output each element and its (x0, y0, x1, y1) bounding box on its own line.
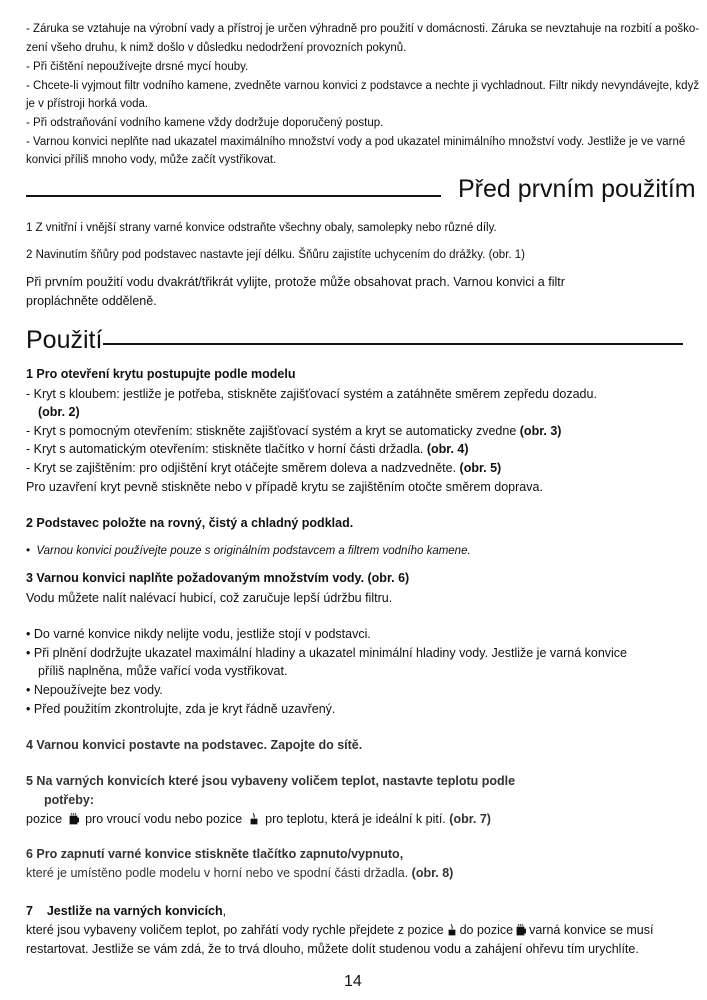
page-number: 14 (344, 973, 362, 990)
bullet-icon: • (26, 702, 31, 716)
bullet-text: Nepoužívejte bez vody. (33, 683, 163, 697)
step-number: 7 (26, 904, 33, 918)
figure-ref: (obr. 7) (449, 812, 491, 826)
step-title: 5 Na varných konvicích které jsou vybaveny voličem teplot, nastavte teplotu podle (26, 774, 516, 788)
warning-line: zení všeho druhu, k nimž došlo v důsledku nedodržení provozních pokynů. (26, 42, 407, 54)
step-text: - Kryt se zajištěním: pro odjištění kryt otáčejte směrem doleva a nadzvedněte. (26, 461, 457, 475)
bullet-item (26, 683, 163, 697)
step-line (26, 442, 469, 456)
section-title: Před prvním použitím (458, 175, 696, 203)
step-text: - Kryt s pomocným otevřením: stiskněte zajišťovací systém a kryt se automaticky zvedne (26, 424, 517, 438)
warning-line: - Varnou konvici neplňte nad ukazatel maximálního množství vody a pod ukazatel minimálního množství vody. Jestliže je ve varné (26, 136, 686, 148)
bullet-icon: • (26, 683, 31, 697)
step-text: varná konvice se musí (529, 923, 654, 937)
step-line: - Kryt s kloubem: jestliže je potřeba, stiskněte zajišťovací systém a zatáhněte směrem zepředu dozadu. (26, 387, 597, 401)
drink-position-icon (447, 924, 457, 936)
section-title: Použití (26, 326, 103, 354)
step-text: pozice (26, 812, 63, 826)
note-text: Varnou konvici používejte pouze s originálním podstavcem a filtrem vodního kamene. (36, 545, 471, 557)
step-line (26, 461, 501, 475)
step-text: které jsou vybaveny voličem teplot, po zahřátí vody rychle přejdete z pozice (26, 923, 444, 937)
warning-line: - Záruka se vztahuje na výrobní vady a přístroj je určen výhradně pro použití v domácnosti. Záruka se nevztahuje na rozbití a poško- (26, 23, 700, 35)
heading-rule (103, 343, 683, 345)
warning-line: - Při odstraňování vodního kamene vždy dodržuje doporučený postup. (26, 117, 384, 129)
bullet-item (26, 627, 371, 641)
step-line: Vodu můžete nalít nalévací hubicí, což zaručuje lepší údržbu filtru. (26, 591, 393, 605)
step-title: 6 Pro zapnutí varné konvice stiskněte tlačítko zapnuto/vypnuto, (26, 847, 404, 861)
step-title: 1 Pro otevření krytu postupujte podle modelu (26, 367, 296, 381)
bullet-item (26, 646, 627, 660)
warning-line: - Chcete-li vyjmout filtr vodního kamene, zvedněte varnou konvici z podstavce a nechte ji vychladnout. Filtr nikdy nevyndávejte, když (26, 80, 700, 92)
figure-ref: (obr. 5) (459, 461, 502, 475)
step-title-comma: , (222, 904, 227, 918)
bullet-icon: • (26, 545, 31, 557)
paragraph-line: Při prvním použití vodu dvakrát/třikrát vylijte, protože může obsahovat prach. Varnou konvici a filtr (26, 275, 565, 289)
step-line: Pro uzavření kryt pevně stiskněte nebo v případě krytu se zajištěním otočte směrem doprava. (26, 480, 543, 494)
step-text: které je umístěno podle modelu v horní nebo ve spodní části držadla. (26, 866, 409, 880)
step-line (26, 866, 453, 880)
bullet-icon: • (26, 627, 31, 641)
step-1: 1 Z vnitřní i vnější strany varné konvice odstraňte všechny obaly, samolepky nebo různé díly. (26, 222, 497, 234)
bullet-text: Při plnění dodržujte ukazatel maximální hladiny a ukazatel minimální hladiny vody. Jestliže je varná konvice (33, 646, 627, 660)
step-line: restartovat. Jestliže se vám zdá, že to trvá dlouho, můžete dolít studenou vodu a zahájení ohřevu tím urychlíte. (26, 942, 639, 956)
boil-position-icon (516, 924, 526, 936)
bullet-text: Do varné konvice nikdy nelijte vodu, jestliže stojí v podstavci. (33, 627, 371, 641)
warning-line: - Při čištění nepoužívejte drsné mycí houby. (26, 61, 249, 73)
heading-rule (26, 195, 441, 197)
bullet-icon: • (26, 646, 31, 660)
step-line (26, 812, 491, 826)
boil-position-icon (69, 813, 79, 825)
paragraph-line: propláchněte odděleně. (26, 294, 157, 308)
step-title: 4 Varnou konvici postavte na podstavec. Zapojte do sítě. (26, 738, 363, 752)
step-title: 3 Varnou konvici naplňte požadovaným množstvím vody. (obr. 6) (26, 571, 410, 585)
step-text: pro vroucí vodu nebo pozice (85, 812, 243, 826)
step-title (26, 904, 226, 918)
step-text: - Kryt s automatickým otevřením: stiskněte tlačítko v horní části držadla. (26, 442, 424, 456)
note-line (26, 545, 471, 557)
warning-line: konvici příliš mnoho vody, může začít vystřikovat. (26, 154, 277, 166)
figure-ref: (obr. 4) (426, 442, 469, 456)
step-line (26, 424, 561, 438)
step-2: 2 Navinutím šňůry pod podstavec nastavte její délku. Šňůru zajistíte uchycením do drážky. (obr. 1) (26, 249, 526, 261)
figure-ref: (obr. 3) (519, 424, 562, 438)
step-title: potřeby: (44, 793, 94, 807)
drink-position-icon (249, 813, 259, 825)
bullet-continuation: příliš naplněna, může vařící voda vystřikovat. (38, 664, 288, 678)
step-line (26, 923, 653, 937)
step-text: do pozice (459, 923, 514, 937)
figure-ref: (obr. 2) (38, 405, 80, 419)
step-text: pro teplotu, která je ideální k pití. (265, 812, 446, 826)
bullet-item (26, 702, 335, 716)
warning-line: je v přístroji horká voda. (26, 98, 149, 110)
bullet-text: Před použitím zkontrolujte, zda je kryt řádně uzavřený. (33, 702, 336, 716)
figure-ref: (obr. 8) (411, 866, 454, 880)
step-title: 2 Podstavec položte na rovný, čistý a chladný podklad. (26, 516, 354, 530)
step-title-text: Jestliže na varných konvicích (46, 904, 223, 918)
